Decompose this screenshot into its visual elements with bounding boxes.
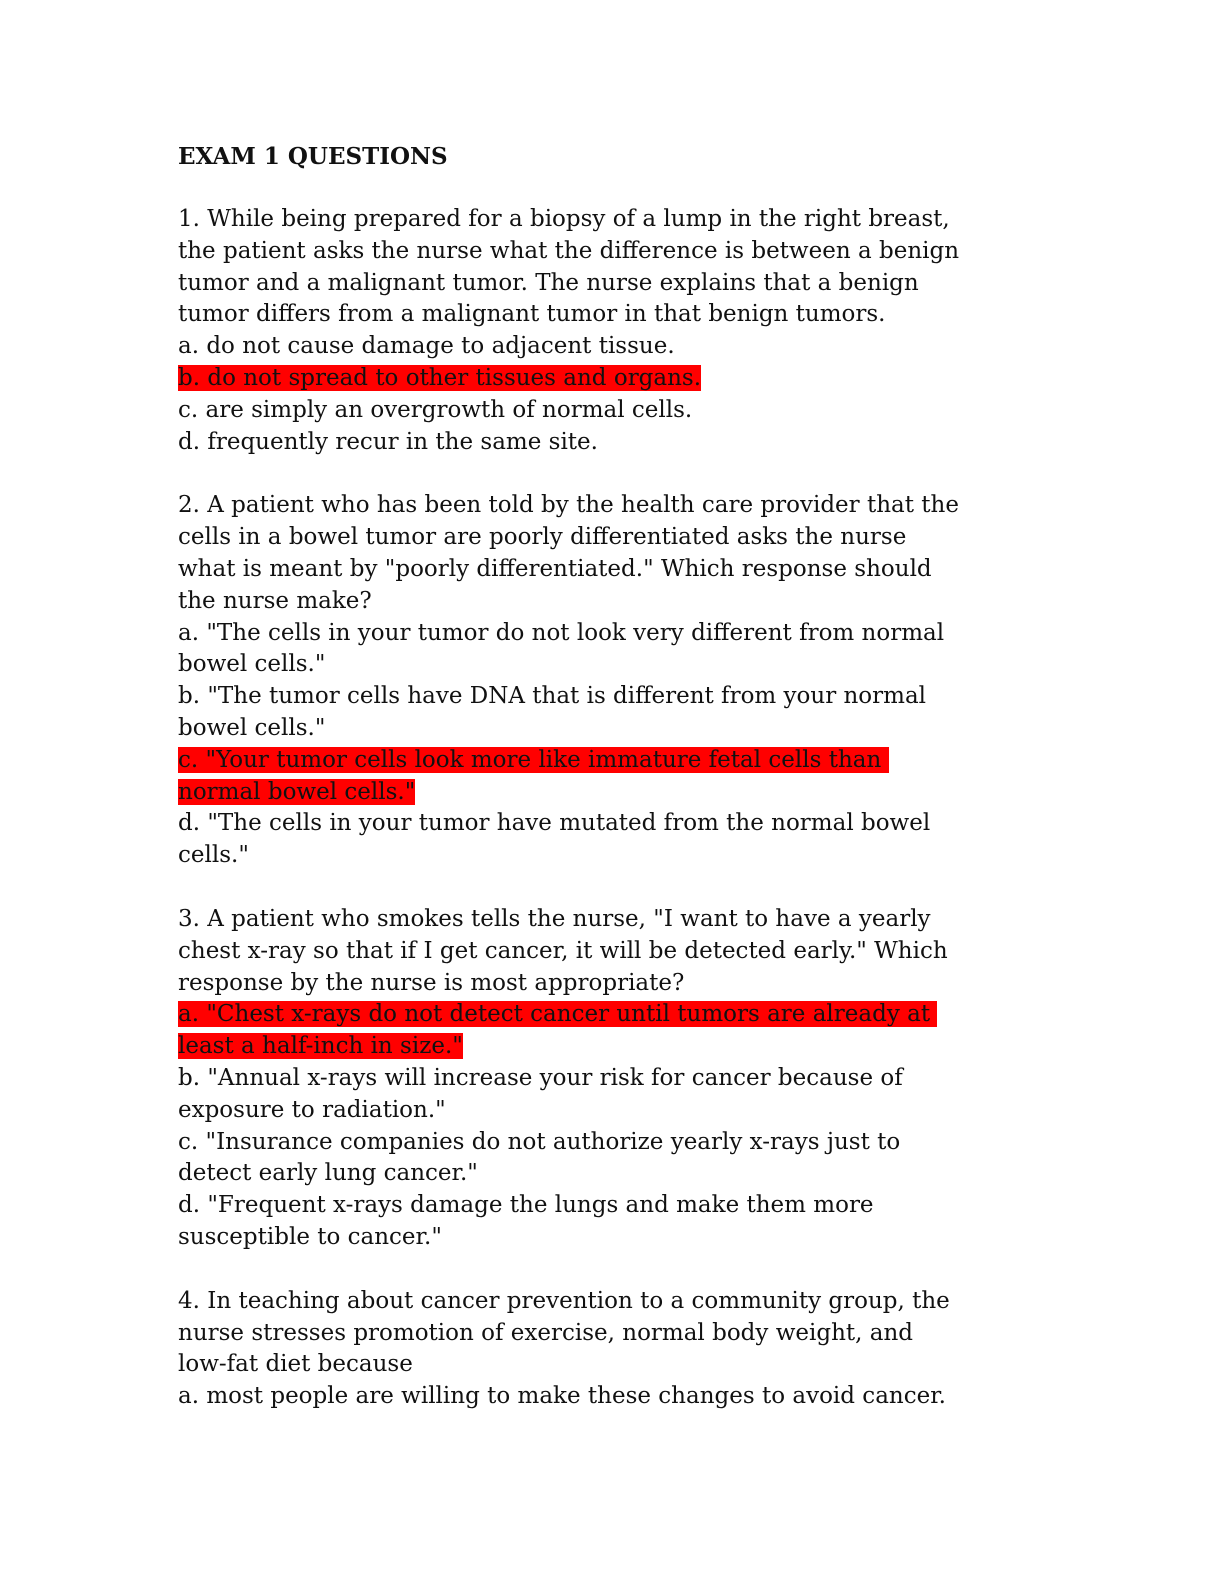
question-gap <box>178 872 1008 904</box>
question-stem-line: what is meant by "poorly differentiated." Which response should <box>178 555 932 582</box>
answer-option <box>178 331 1008 363</box>
question-stem-line: tumor and a malignant tumor. The nurse explains that a benign <box>178 269 919 296</box>
answer-option <box>178 427 1008 459</box>
question-4 <box>178 1286 1008 1413</box>
highlighted-answer-text: normal bowel cells." <box>178 778 416 805</box>
answer-text: detect early lung cancer." <box>178 1160 478 1187</box>
answer-option-line <box>178 1127 1008 1159</box>
question-gap <box>178 1254 1008 1286</box>
question-stem-line: 3. A patient who smokes tells the nurse, "I want to have a yearly <box>178 905 931 932</box>
answer-option-line <box>178 618 1008 650</box>
document-title: EXAM 1 QUESTIONS <box>178 143 448 170</box>
question-stem-line: 1. While being prepared for a biopsy of a lump in the right breast, <box>178 206 950 232</box>
answer-option-line <box>178 1095 1008 1127</box>
answer-option-line <box>178 1190 1008 1222</box>
answer-text: a. most people are willing to make these changes to avoid cancer. <box>178 1383 946 1410</box>
answer-option-line <box>178 1063 1008 1095</box>
answer-option-line <box>178 395 1008 427</box>
answer-option-line <box>178 1222 1008 1254</box>
question-stem-line: cells in a bowel tumor are poorly differentiated asks the nurse <box>178 524 907 551</box>
answer-text: a. "The cells in your tumor do not look very different from normal <box>178 619 945 646</box>
answer-option <box>178 1127 1008 1191</box>
answer-text: cells." <box>178 842 249 869</box>
question-stem-line: the patient asks the nurse what the difference is between a benign <box>178 237 960 264</box>
answer-option <box>178 681 1008 745</box>
document-page <box>178 140 1008 1413</box>
answer-option-line <box>178 1381 1008 1413</box>
answer-text: d. "The cells in your tumor have mutated from the normal bowel <box>178 810 931 837</box>
answer-option-line <box>178 1031 1008 1063</box>
answer-text: b. "The tumor cells have DNA that is different from your normal <box>178 683 927 710</box>
answer-option-line <box>178 363 1008 395</box>
answer-option-line <box>178 427 1008 459</box>
highlighted-answer-text: least a half-inch in size." <box>178 1033 463 1060</box>
question-stem-line: 2. A patient who has been told by the health care provider that the <box>178 492 959 519</box>
question-gap <box>178 458 1008 490</box>
answer-option-line <box>178 745 1008 777</box>
answer-option <box>178 1063 1008 1127</box>
answer-option-highlighted <box>178 363 1008 395</box>
answer-text: c. are simply an overgrowth of normal cells. <box>178 396 693 423</box>
highlighted-answer-text: a. "Chest x-rays do not detect cancer until tumors are already at <box>178 1001 938 1028</box>
spacer <box>178 174 1008 204</box>
highlighted-answer-text: c. "Your tumor cells look more like immature fetal cells than <box>178 746 889 773</box>
question-stem-line: low-fat diet because <box>178 1351 413 1378</box>
answer-text: c. "Insurance companies do not authorize yearly x-rays just to <box>178 1128 901 1155</box>
question-stem-line: 4. In teaching about cancer prevention to a community group, the <box>178 1287 950 1314</box>
question-stem-line: response by the nurse is most appropriate? <box>178 969 685 996</box>
question-stem-line: the nurse make? <box>178 587 372 614</box>
question-3 <box>178 904 1008 1254</box>
question-stem-line: tumor differs from a malignant tumor in that benign tumors. <box>178 301 886 328</box>
answer-option <box>178 808 1008 872</box>
answer-option-line <box>178 713 1008 745</box>
answer-option-line <box>178 808 1008 840</box>
answer-text: d. "Frequent x-rays damage the lungs and make them more <box>178 1192 874 1219</box>
answer-text: susceptible to cancer." <box>178 1223 442 1250</box>
answer-option <box>178 618 1008 682</box>
answer-option-line <box>178 1158 1008 1190</box>
question-stem-line: chest x-ray so that if I get cancer, it will be detected early." Which <box>178 937 948 964</box>
question-list <box>178 204 1008 1413</box>
answer-option-line <box>178 999 1008 1031</box>
question-1 <box>178 204 1008 458</box>
question-stem-line: nurse stresses promotion of exercise, normal body weight, and <box>178 1319 914 1346</box>
answer-text: d. frequently recur in the same site. <box>178 428 598 455</box>
highlighted-answer-text: b. do not spread to other tissues and organs. <box>178 364 702 391</box>
question-2 <box>178 490 1008 872</box>
answer-text: bowel cells." <box>178 714 326 741</box>
answer-option-line <box>178 840 1008 872</box>
answer-option <box>178 1381 1008 1413</box>
answer-option-line <box>178 331 1008 363</box>
answer-text: exposure to radiation." <box>178 1096 446 1123</box>
answer-option-line <box>178 681 1008 713</box>
answer-option <box>178 395 1008 427</box>
answer-option <box>178 1190 1008 1254</box>
answer-option-line <box>178 777 1008 809</box>
answer-option-highlighted <box>178 745 1008 809</box>
answer-text: b. "Annual x-rays will increase your risk for cancer because of <box>178 1064 903 1091</box>
answer-option-highlighted <box>178 999 1008 1063</box>
answer-option-line <box>178 649 1008 681</box>
answer-text: bowel cells." <box>178 651 326 678</box>
answer-text: a. do not cause damage to adjacent tissue. <box>178 333 675 360</box>
